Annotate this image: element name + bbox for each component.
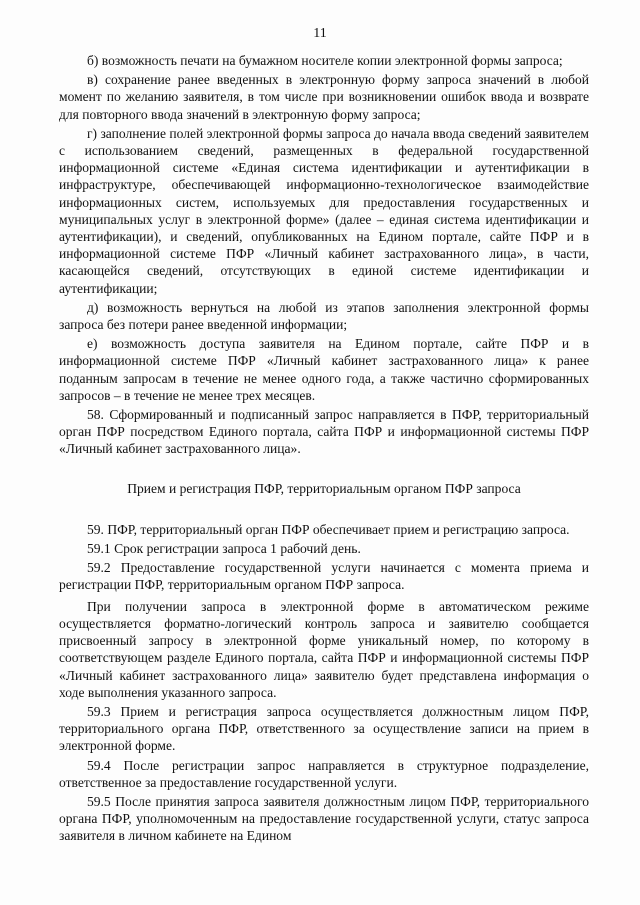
paragraph-g: г) заполнение полей электронной формы запроса до начала ввода сведений заявителем с использованием сведений, размещенных в федеральной государственной информационной системе «Единая система идентификации и аутентификации в инфраструктуре, обеспечивающей информационно-технологическое взаимодействие информационных систем, используемых для предоставления государственных и муниципальных услуг в электронной форме» (далее – единая система идентификации и аутентификации), и сведений, опубликованных на Едином портале, сайте ПФР и в информационной системе ПФР «Личный кабинет застрахованного лица», в части, касающейся сведений, отсутствующих в единой системе идентификации и аутентификации; <box>59 125 590 296</box>
paragraph-59-2: 59.2 Предоставление государственной услуги начинается с момента приема и регистрации ПФР, территориальным органом ПФР запроса. <box>59 560 589 593</box>
paragraph-59-5: 59.5 После принятия запроса заявителя должностным лицом ПФР, территориального органа ПФР, уполномоченным на предоставление государственной услуги, статус запроса заявителя в личном кабинете на Едином <box>59 793 589 844</box>
paragraph-e: е) возможность доступа заявителя на Едином портале, сайте ПФР и в информационной системе ПФР «Личный кабинет застрахованного лица» к ранее поданным запросам в течение не менее одного года, а также частично сформированных запросов – в течение не менее трех месяцев. <box>59 336 589 403</box>
paragraph-59-4: 59.4 После регистрации запрос направляется в структурное подразделение, ответственное за предоставление государственной услуги. <box>59 757 589 790</box>
paragraph-59-3: 59.3 Прием и регистрация запроса осуществляется должностным лицом ПФР, территориального органа ПФР, ответственного за осуществление записи на прием в электронной форме. <box>59 703 589 754</box>
paragraph-58: 58. Сформированный и подписанный запрос направляется в ПФР, территориальный орган ПФР посредством Единого портала, сайта ПФР и информационной системы ПФР «Личный кабинет застрахованного лица». <box>59 407 589 457</box>
paragraph-59-1: 59.1 Срок регистрации запроса 1 рабочий день. <box>87 541 361 557</box>
paragraph-59: 59. ПФР, территориальный орган ПФР обеспечивает прием и регистрацию запроса. <box>87 521 570 537</box>
paragraph-b: б) возможность печати на бумажном носителе копии электронной формы запроса; <box>87 53 563 68</box>
page-number: 11 <box>313 26 327 41</box>
section-heading: Прием и регистрация ПФР, территориальным органом ПФР запроса <box>127 480 521 496</box>
paragraph-d: д) возможность вернуться на любой из этапов заполнения электронной формы запроса без потери ранее введенной информации; <box>59 299 589 333</box>
paragraph-electronic-request: При получении запроса в электронной форме в автоматическом режиме осуществляется форматно-логический контроль запроса и заявителю сообщается присвоенный запросу в электронной форме уникальный номер, по которому в соответствующем разделе Единого портала, сайта ПФР и информационной системы ПФР «Личный кабинет застрахованного лица» заявителю будет представлена информация о ходе выполнения указанного запроса. <box>59 598 589 700</box>
document-body <box>59 52 589 847</box>
paragraph-v: в) сохранение ранее введенных в электронную форму запроса значений в любой момент по желанию заявителя, в том числе при возникновении ошибок ввода и возврате для повторного ввода значений в электронную форму запроса; <box>59 72 589 122</box>
